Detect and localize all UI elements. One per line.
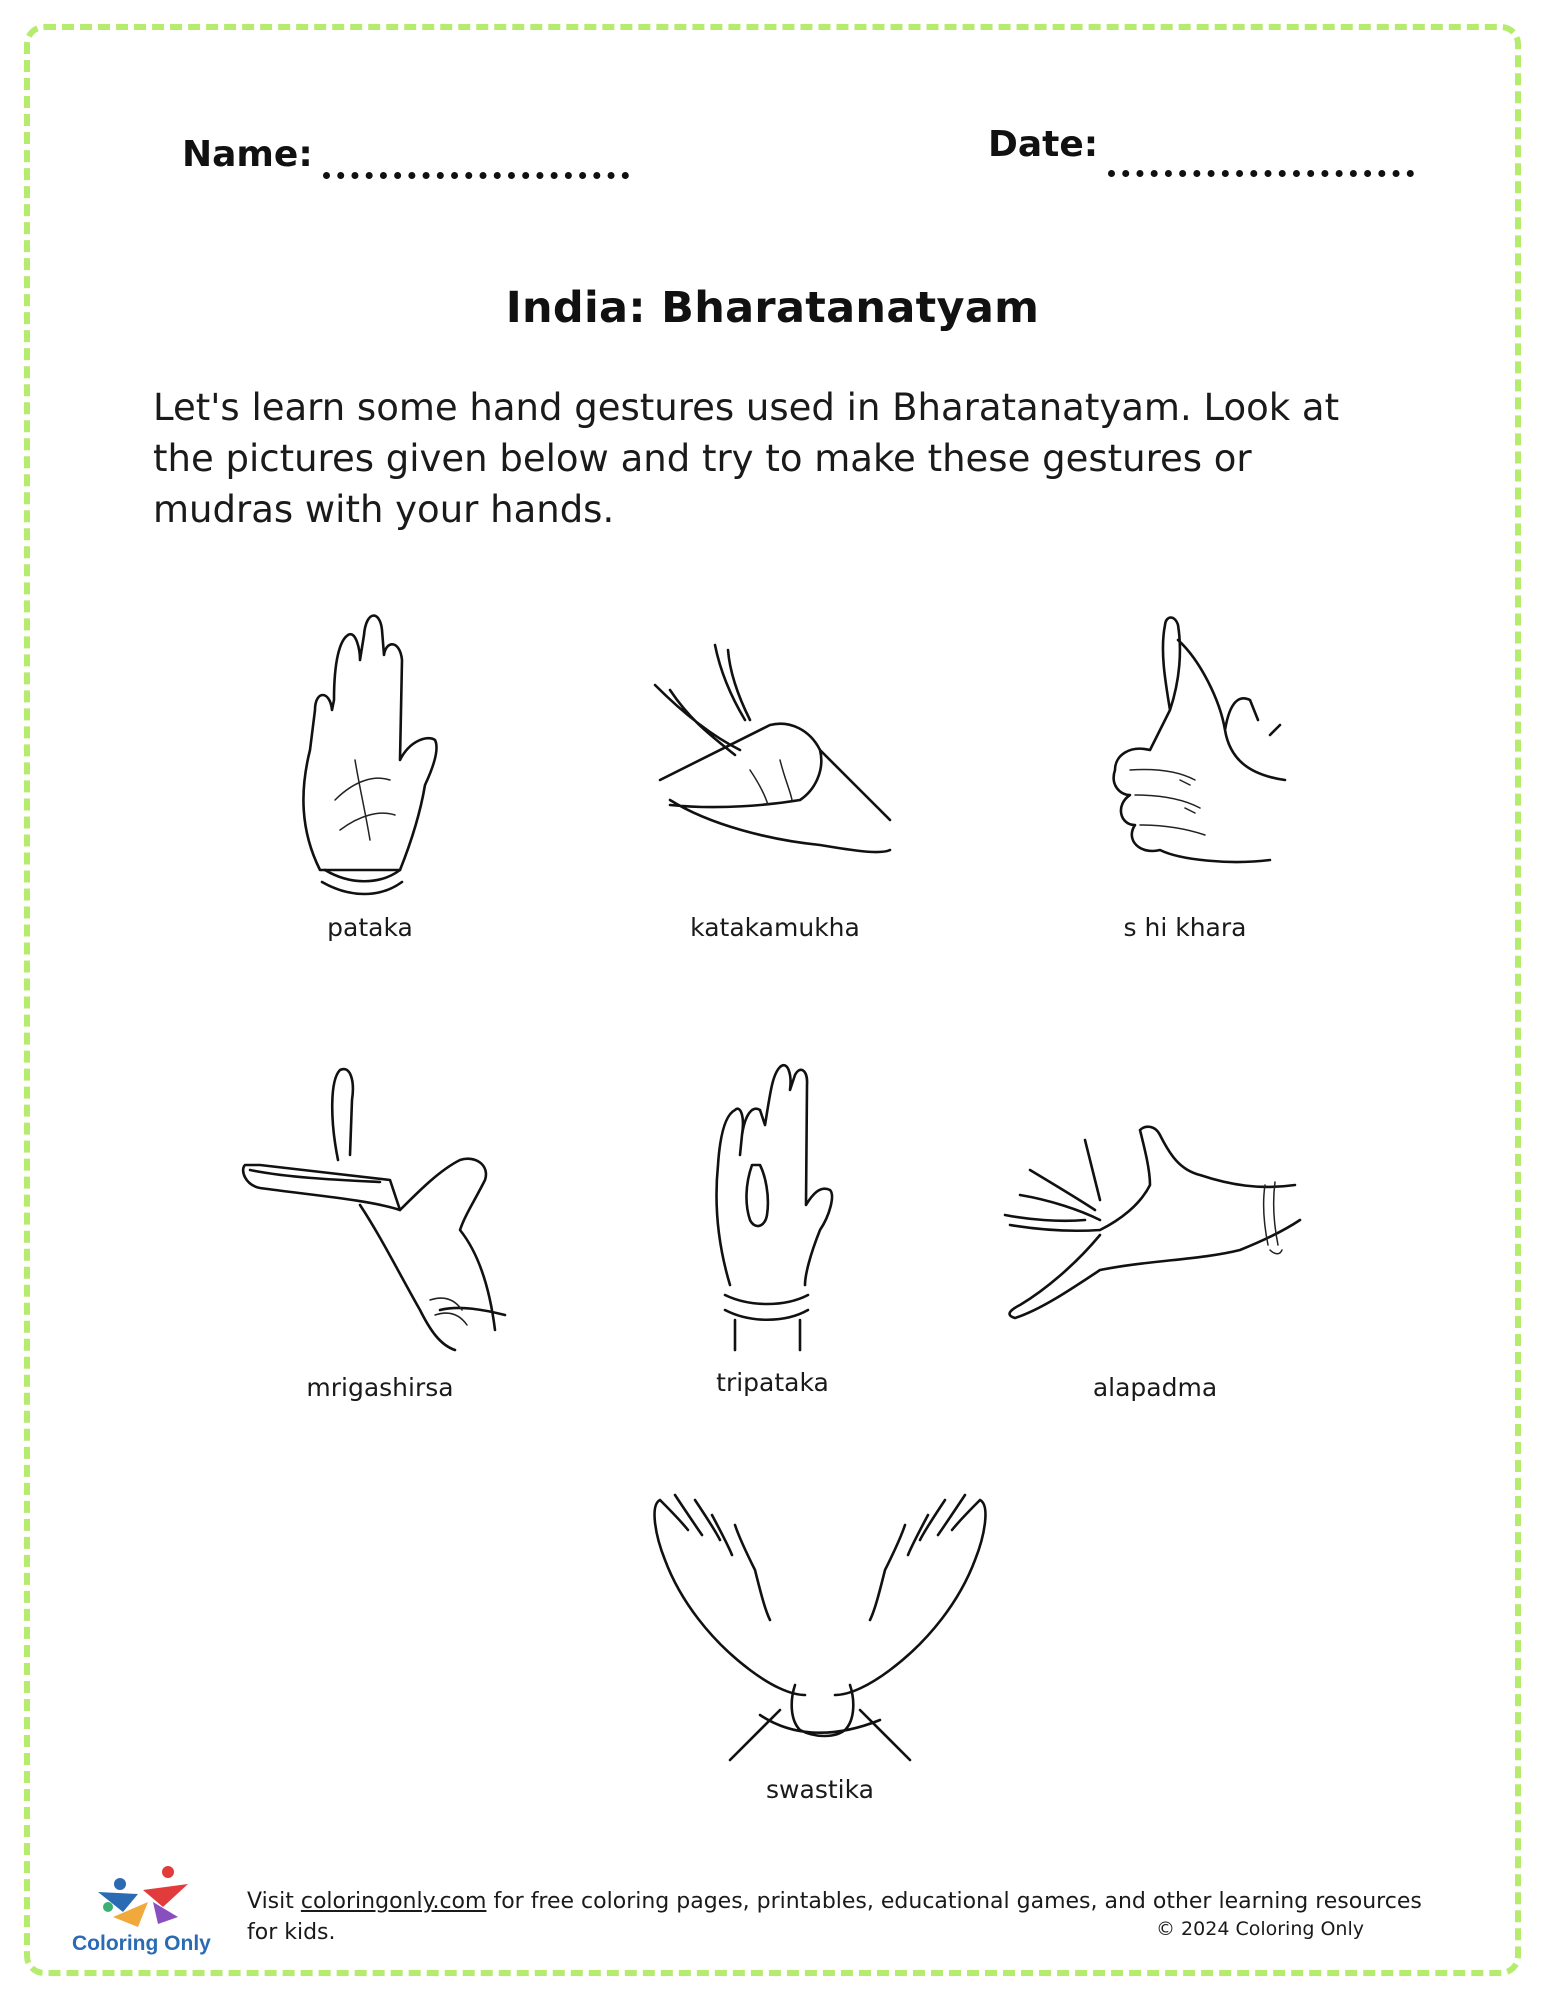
- name-label: Name:: [182, 134, 313, 175]
- gesture-shikhara: [1070, 610, 1300, 950]
- footer-visit-suffix: for free coloring pages, printables, educational games, and other learning resources for kids.: [247, 1889, 1422, 1945]
- gesture-alapadma: [1000, 1110, 1310, 1400]
- gesture-label-tripataka: tripataka: [716, 1368, 829, 1397]
- katakamukha-hand-icon: [650, 640, 900, 900]
- copyright-text: © 2024 Coloring Only: [1156, 1918, 1364, 1940]
- gesture-label-swastika: swastika: [766, 1775, 874, 1804]
- date-label: Date:: [988, 124, 1099, 165]
- gesture-label-mrigashirsa: mrigashirsa: [306, 1373, 454, 1402]
- gesture-tripataka: [680, 1055, 865, 1400]
- mrigashirsa-hand-icon: [230, 1060, 530, 1360]
- gesture-katakamukha: [650, 640, 900, 950]
- brand-name: Coloring Only: [72, 1932, 211, 1955]
- swastika-hands-icon: [640, 1480, 1000, 1780]
- people-star-logo-icon: [68, 1862, 198, 1932]
- date-line[interactable]: [1108, 160, 1414, 177]
- gesture-label-pataka: pataka: [327, 913, 413, 942]
- shikhara-hand-icon: [1070, 610, 1300, 870]
- date-field[interactable]: [988, 124, 1414, 165]
- name-line[interactable]: [323, 162, 629, 179]
- name-field[interactable]: [182, 134, 629, 175]
- gesture-pataka: [260, 600, 480, 950]
- gesture-label-alapadma: alapadma: [1092, 1373, 1218, 1402]
- gesture-label-shikhara: s hi khara: [1123, 913, 1247, 942]
- alapadma-hand-icon: [1000, 1110, 1310, 1340]
- gesture-swastika: [640, 1480, 1000, 1820]
- coloring-only-logo[interactable]: [68, 1862, 218, 1962]
- footer-visit-prefix: Visit: [247, 1889, 301, 1914]
- pataka-hand-icon: [260, 600, 480, 900]
- page-title: India: Bharatanatyam: [505, 283, 1040, 333]
- intro-text: Let's learn some hand gestures used in Bharatanatyam. Look at the pictures given below and try to make these gestures or mudras with your hands.: [153, 386, 1340, 531]
- tripataka-hand-icon: [680, 1055, 865, 1355]
- gesture-label-katakamukha: katakamukha: [690, 913, 860, 942]
- gesture-mrigashirsa: [230, 1060, 530, 1400]
- site-link[interactable]: coloringonly.com: [300, 1889, 487, 1914]
